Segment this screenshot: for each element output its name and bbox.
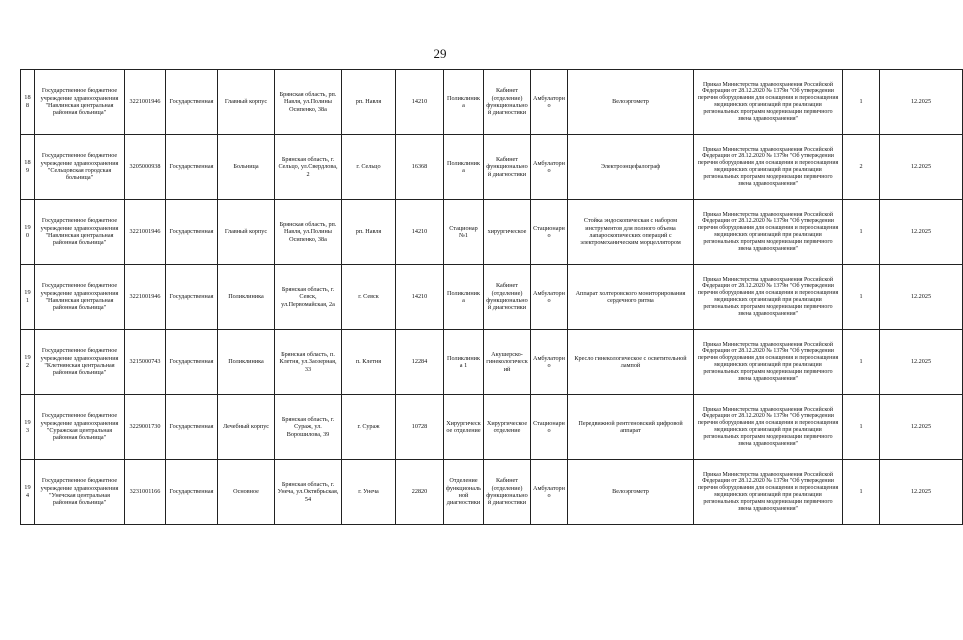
care-type: Стационарно <box>531 200 568 265</box>
locality: рп. Навля <box>342 200 396 265</box>
table-row <box>21 265 963 330</box>
locality: п. Клетня <box>342 330 396 395</box>
building-name: Больница <box>218 135 275 200</box>
building-name: Главный корпус <box>218 200 275 265</box>
oktmo-code: 14210 <box>396 265 444 330</box>
delivery-date: 12.2025 <box>880 460 963 525</box>
row-number: 194 <box>21 460 35 525</box>
row-number: 193 <box>21 395 35 460</box>
address: Брянская область, рп. Навля, ул.Полины Осипенко, 38а <box>275 200 342 265</box>
table-row <box>21 460 963 525</box>
regulatory-order: Приказ Министерства здравоохранения Российской Федерации от 28.12.2020 № 1379н "Об утверждении перечня оборудования для оснащения и переоснащения медицинских организаций при реализации региональных программ модернизации первичного звена здравоохранения" <box>694 70 843 135</box>
inn-code: 3231001166 <box>125 460 166 525</box>
address: Брянская область, г. Севск, ул.Первомайская, 2а <box>275 265 342 330</box>
row-number: 189 <box>21 135 35 200</box>
oktmo-code: 16368 <box>396 135 444 200</box>
oktmo-code: 14210 <box>396 70 444 135</box>
locality: г. Севск <box>342 265 396 330</box>
ownership-type: Государственная <box>166 135 218 200</box>
building-name: Лечебный корпус <box>218 395 275 460</box>
building-name: Основное <box>218 460 275 525</box>
delivery-date: 12.2025 <box>880 200 963 265</box>
oktmo-code: 22820 <box>396 460 444 525</box>
equipment-name: Стойка эндоскопическая с набором инструментов для полного объема лапароскопических операций с электромеханическим морцеллятором <box>568 200 694 265</box>
table-row <box>21 70 963 135</box>
locality: рп. Навля <box>342 70 396 135</box>
department-unit: Отделение функциональ ной диагностики <box>444 460 484 525</box>
care-type: Амбулаторно <box>531 70 568 135</box>
regulatory-order: Приказ Министерства здравоохранения Российской Федерации от 28.12.2020 № 1379н "Об утверждении перечня оборудования для оснащения и переоснащения медицинских организаций при реализации региональных программ модернизации первичного звена здравоохранения" <box>694 135 843 200</box>
quantity: 1 <box>843 460 880 525</box>
equipment-name: Аппарат холтеровского мониторирования сердечного ритма <box>568 265 694 330</box>
care-type: Амбулаторно <box>531 460 568 525</box>
care-type: Амбулаторно <box>531 330 568 395</box>
quantity: 2 <box>843 135 880 200</box>
room-name: Акушерско-гинекологическ ий <box>484 330 531 395</box>
care-type: Стационарно <box>531 395 568 460</box>
room-name: Кабинет функционально й диагностики <box>484 135 531 200</box>
row-number: 191 <box>21 265 35 330</box>
ownership-type: Государственная <box>166 200 218 265</box>
row-number: 192 <box>21 330 35 395</box>
room-name: Хирургическое отделение <box>484 395 531 460</box>
department-unit: Поликлиника <box>444 135 484 200</box>
organization-name: Государственное бюджетное учреждение здравоохранения "Клетнянская центральная районная больница" <box>35 330 125 395</box>
locality: г. Сельцо <box>342 135 396 200</box>
care-type: Амбулаторно <box>531 135 568 200</box>
inn-code: 3215000743 <box>125 330 166 395</box>
equipment-name: Передвижной рентгеновский цифровой аппарат <box>568 395 694 460</box>
building-name: Главный корпус <box>218 70 275 135</box>
locality: г. Унеча <box>342 460 396 525</box>
building-name: Поликлиника <box>218 330 275 395</box>
locality: г. Сураж <box>342 395 396 460</box>
oktmo-code: 12284 <box>396 330 444 395</box>
regulatory-order: Приказ Министерства здравоохранения Российской Федерации от 28.12.2020 № 1379н "Об утверждении перечня оборудования для оснащения и переоснащения медицинских организаций при реализации региональных программ модернизации первичного звена здравоохранения" <box>694 330 843 395</box>
ownership-type: Государственная <box>166 330 218 395</box>
department-unit: Поликлиника 1 <box>444 330 484 395</box>
table-row <box>21 330 963 395</box>
inn-code: 3221001946 <box>125 200 166 265</box>
building-name: Поликлиника <box>218 265 275 330</box>
organization-name: Государственное бюджетное учреждение здравоохранения "Суражская центральная районная больница" <box>35 395 125 460</box>
organization-name: Государственное бюджетное учреждение здравоохранения "Сельцовская городская больница" <box>35 135 125 200</box>
table-row <box>21 395 963 460</box>
table-row <box>21 200 963 265</box>
department-unit: Стационар №1 <box>444 200 484 265</box>
equipment-register-table <box>20 69 963 525</box>
delivery-date: 12.2025 <box>880 395 963 460</box>
table-row <box>21 135 963 200</box>
quantity: 1 <box>843 70 880 135</box>
organization-name: Государственное бюджетное учреждение здравоохранения "Навлинская центральная районная больница" <box>35 70 125 135</box>
regulatory-order: Приказ Министерства здравоохранения Российской Федерации от 28.12.2020 № 1379н "Об утверждении перечня оборудования для оснащения и переоснащения медицинских организаций при реализации региональных программ модернизации первичного звена здравоохранения" <box>694 460 843 525</box>
quantity: 1 <box>843 395 880 460</box>
oktmo-code: 14210 <box>396 200 444 265</box>
row-number: 190 <box>21 200 35 265</box>
inn-code: 3205000938 <box>125 135 166 200</box>
equipment-name: Велоэргометр <box>568 70 694 135</box>
address: Брянская область, рп. Навля, ул.Полины Осипенко, 38а <box>275 70 342 135</box>
regulatory-order: Приказ Министерства здравоохранения Российской Федерации от 28.12.2020 № 1379н "Об утверждении перечня оборудования для оснащения и переоснащения медицинских организаций при реализации региональных программ модернизации первичного звена здравоохранения" <box>694 265 843 330</box>
room-name: хирургическое <box>484 200 531 265</box>
address: Брянская область, г. Сельцо, ул.Свердлова, 2 <box>275 135 342 200</box>
organization-name: Государственное бюджетное учреждение здравоохранения "Навлинская центральная районная больница" <box>35 265 125 330</box>
delivery-date: 12.2025 <box>880 135 963 200</box>
oktmo-code: 10728 <box>396 395 444 460</box>
regulatory-order: Приказ Министерства здравоохранения Российской Федерации от 28.12.2020 № 1379н "Об утверждении перечня оборудования для оснащения и переоснащения медицинских организаций при реализации региональных программ модернизации первичного звена здравоохранения" <box>694 200 843 265</box>
delivery-date: 12.2025 <box>880 330 963 395</box>
equipment-name: Электроэнцефалограф <box>568 135 694 200</box>
delivery-date: 12.2025 <box>880 265 963 330</box>
equipment-name: Кресло гинекологическое с осветительной лампой <box>568 330 694 395</box>
address: Брянская область, г. Унеча, ул.Октябрьская, 54 <box>275 460 342 525</box>
inn-code: 3221001946 <box>125 70 166 135</box>
organization-name: Государственное бюджетное учреждение здравоохранения "Унечская центральная районная больница" <box>35 460 125 525</box>
equipment-name: Велоэргометр <box>568 460 694 525</box>
department-unit: Хирургическ ое отделение <box>444 395 484 460</box>
room-name: Кабинет (отделение) функционально й диагностики <box>484 70 531 135</box>
department-unit: Поликлиника <box>444 265 484 330</box>
ownership-type: Государственная <box>166 265 218 330</box>
page-number: 29 <box>433 46 447 61</box>
inn-code: 3221001946 <box>125 265 166 330</box>
address: Брянская область, п. Клетня, ул.Заозерная, 33 <box>275 330 342 395</box>
address: Брянская область, г. Сураж, ул. Ворошилова, 39 <box>275 395 342 460</box>
care-type: Амбулаторно <box>531 265 568 330</box>
department-unit: Поликлиника <box>444 70 484 135</box>
regulatory-order: Приказ Министерства здравоохранения Российской Федерации от 28.12.2020 № 1379н "Об утверждении перечня оборудования для оснащения и переоснащения медицинских организаций при реализации региональных программ модернизации первичного звена здравоохранения" <box>694 395 843 460</box>
quantity: 1 <box>843 265 880 330</box>
organization-name: Государственное бюджетное учреждение здравоохранения "Навлинская центральная районная больница" <box>35 200 125 265</box>
room-name: Кабинет (отделение) функционально й диагностики <box>484 460 531 525</box>
ownership-type: Государственная <box>166 460 218 525</box>
delivery-date: 12.2025 <box>880 70 963 135</box>
row-number: 188 <box>21 70 35 135</box>
ownership-type: Государственная <box>166 395 218 460</box>
room-name: Кабинет (отделение) функционально й диагностики <box>484 265 531 330</box>
quantity: 1 <box>843 200 880 265</box>
quantity: 1 <box>843 330 880 395</box>
ownership-type: Государственная <box>166 70 218 135</box>
inn-code: 3229001730 <box>125 395 166 460</box>
